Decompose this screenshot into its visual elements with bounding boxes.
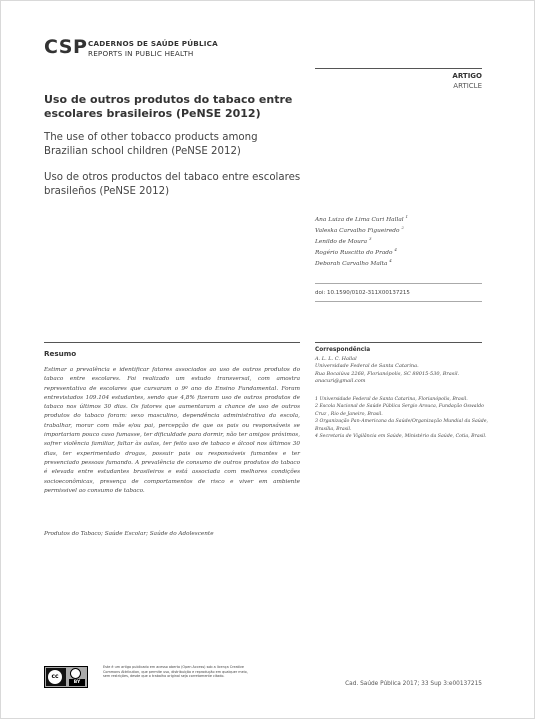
journal-name-en: REPORTS IN PUBLIC HEALTH: [88, 49, 194, 58]
author: Lenildo de Moura $^3$: [315, 236, 372, 245]
correspondence-rule: [315, 342, 482, 343]
keywords: Produtos do Tabaco; Saúde Escolar; Saúde do Adolescente: [44, 531, 214, 537]
header-rule: [315, 68, 482, 69]
cc-by-license-icon[interactable]: [44, 666, 88, 688]
affiliations: [315, 396, 490, 440]
doi-link[interactable]: doi: 10.1590/0102-311X00137215: [315, 290, 410, 296]
abstract-text: Estimar a prevalência e identificar fatores associados ao uso de outros produtos do tabaco entre escolares. Foi realizado um estudo transversal, com amostra representativa de escolares que cursaram o 9º ano do Ensino Fundamental. Foram entrevistados 109.104 estudantes, sendo que 4,8% fizeram uso de outros produtos de tabaco nos últimos 30 dias. Os fatores que aumentaram a chance de uso de outros produtos do tabaco foram: sexo masculino, dependência administrativa da escola, trabalhar, morar com mãe e/ou pai, percepção de que os pais ou responsáveis se importariam pouco caso fumasse, ter dificuldade para dormir, não ter amigos próximos, sofrer violência familiar, faltar às aulas, ter feito uso de tabaco e álcool nos últimos 30 dias, ter experimentado drogas, possuir pais ou responsáveis fumantes e ter presenciado pessoas fumando. A prevalência de consumo de outros produtos do tabaco é elevada entre estudantes brasileiros e está associada com melhores condições socioeconômicas, presença de comportamentos de risco e viver em ambiente permissivel ao consumo de tabaco.: [44, 367, 300, 494]
email-link[interactable]: anacuri@gmail.com: [315, 377, 366, 384]
author: Deborah Carvalho Malta $^4$: [315, 258, 392, 267]
title-spanish: Uso de otros productos del tabaco entre escolares brasileños (PeNSE 2012): [44, 172, 301, 197]
author-list: [315, 211, 408, 266]
author: Rogério Ruscitto do Prado $^4$: [315, 247, 397, 256]
section-label-en: ARTICLE: [453, 82, 482, 90]
affiliation: 3 Organização Pan-Americana da Saúde/Organização Mundial da Saúde, Brasília, Brasil.: [315, 419, 489, 432]
title-portuguese: Uso de outros produtos do tabaco entre escolares brasileiros (PeNSE 2012): [44, 93, 293, 120]
section-label-pt: ARTIGO: [452, 72, 482, 80]
author: Valeska Carvalho Figueiredo $^2$: [315, 225, 404, 234]
correspondence-heading: Correspondência: [315, 347, 371, 353]
abstract-heading: Resumo: [44, 349, 77, 358]
person-icon: [70, 668, 81, 679]
doi-rule: [315, 283, 482, 284]
affiliation: 2 Escola Nacional de Saúde Pública Sergio Arouca, Fundação Oswaldo Cruz , Rio de Janeiro, Brasil.: [315, 404, 484, 417]
citation: Cad. Saúde Pública 2017; 33 Sup 3:e00137215: [345, 681, 482, 687]
doi-rule-bottom: [315, 301, 482, 302]
correspondence-address: A. L. L. C. Hallal Universidade Federal de Santa Catarina. Rua Bocaiúva 2268, Florianópolis, SC 88015-530, Brasil. anacuri@gmail.com: [315, 356, 460, 384]
author: Ana Luiza de Lima Curi Hallal $^1$: [315, 214, 409, 223]
journal-name-pt: CADERNOS DE SAÚDE PÚBLICA: [88, 39, 218, 48]
title-english: The use of other tobacco products among Brazilian school children (PeNSE 2012): [44, 132, 258, 157]
affiliation: 4 Secretaria de Vigilância em Saúde, Ministério da Saúde, Cotia, Brasil.: [315, 434, 487, 440]
affiliation: 1 Universidade Federal de Santa Catarina, Florianópolis, Brasil.: [315, 397, 468, 402]
journal-logo: CSP: [44, 36, 88, 58]
by-label: BY: [69, 679, 85, 686]
cc-icon: cc: [48, 670, 62, 684]
license-text: Este é um artigo publicado em acesso aberto (Open Access) sob a licença Creative Commons Attribution, que permite uso, distribuição e reprodução em qualquer meio, sem restrições, desde que o trabalho original seja corretamente citado.: [103, 665, 248, 679]
abstract-rule: [44, 342, 300, 343]
